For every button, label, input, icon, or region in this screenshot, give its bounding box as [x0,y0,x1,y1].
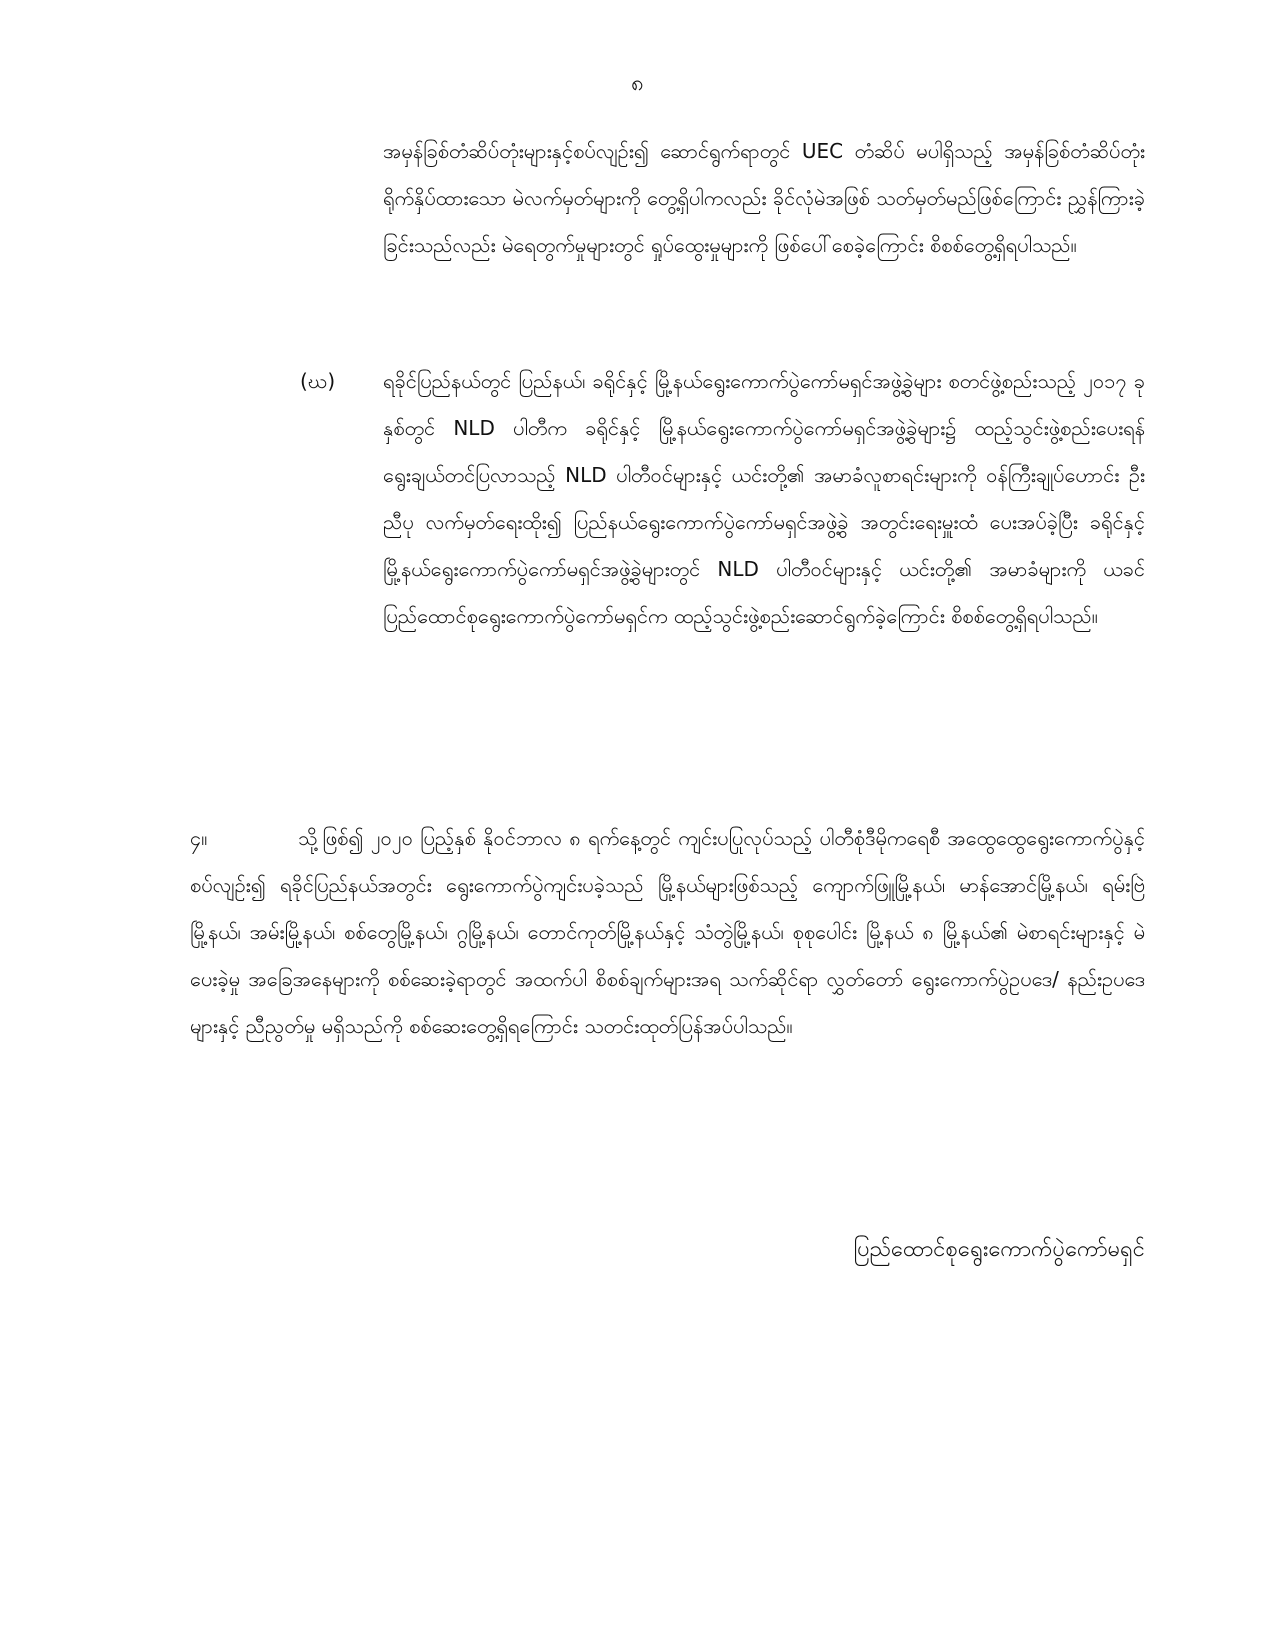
item-gha-text: ရခိုင်ပြည်နယ်တွင် ပြည်နယ်၊ ခရိုင်နှင့် မြို့နယ်ရွေးကောက်ပွဲကော်မရှင်အဖွဲ့ခွဲများ စတင်ဖွဲ့စည်းသည့် ၂၀၁၇ ခုနှစ်တွင် NLD ပါတီက ခရိုင်နှင့် မြို့နယ်ရွေးကောက်ပွဲကော်မရှင်အဖွဲ့ခွဲများ၌ ထည့်သွင်းဖွဲ့စည်းပေးရန် ရွေးချယ်တင်ပြလာသည့် NLD ပါတီဝင်များနှင့် ယင်းတို့၏ အမာခံလူစာရင်းများကို ဝန်ကြီးချုပ်ဟောင်း ဦးညီပု လက်မှတ်ရေးထိုး၍ ပြည်နယ်ရွေးကောက်ပွဲကော်မရှင်အဖွဲ့ခွဲ အတွင်းရေးမှူးထံ ပေးအပ်ခဲ့ပြီး ခရိုင်နှင့် မြို့နယ်ရွေးကောက်ပွဲကော်မရှင်အဖွဲ့ခွဲများတွင် NLD ပါတီဝင်များနှင့် ယင်းတို့၏ အမာခံများကို ယခင် ပြည်ထောင်စုရွေးကောက်ပွဲကော်မရှင်က ထည့်သွင်းဖွဲ့စည်းဆောင်ရွက်ခဲ့ကြောင်း စိစစ်တွေ့ရှိရပါသည်။ [383,369,1145,628]
continuation-paragraph: အမှန်ခြစ်တံဆိပ်တုံးများနှင့်စပ်လျဉ်း၍ ဆောင်ရွက်ရာတွင် UEC တံဆိပ် မပါရှိသည့် အမှန်ခြစ်တံဆိပ်တုံး ရိုက်နှိပ်ထားသော မဲလက်မှတ်များကို တွေ့ရှိပါကလည်း ခိုင်လုံမဲအဖြစ် သတ်မှတ်မည်ဖြစ်ကြောင်း ညွှန်ကြားခဲ့ခြင်းသည်လည်း မဲရေတွက်မှုများတွင် ရှုပ်ထွေးမှုများကို ဖြစ်ပေါ်စေခဲ့ကြောင်း စိစစ်တွေ့ရှိရပါသည်။ [383,139,1145,257]
item-gha-label: (ဃ) [300,369,336,393]
paragraph-4-text: သို့ဖြစ်၍ ၂၀၂၀ ပြည့်နှစ် နိုဝင်ဘာလ ၈ ရက်နေ့တွင် ကျင်းပပြုလုပ်သည့် ပါတီစုံဒီမိုကရေစီ အထွေထွေရွေးကောက်ပွဲနှင့်စပ်လျဉ်း၍ ရခိုင်ပြည်နယ်အတွင်း ရွေးကောက်ပွဲကျင်းပခဲ့သည် မြို့နယ်များဖြစ်သည့် ကျောက်ဖြူမြို့နယ်၊ မာန်အောင်မြို့နယ်၊ ရမ်းဗြဲမြို့နယ်၊ အမ်းမြို့နယ်၊ စစ်တွေမြို့နယ်၊ ဂွမြို့နယ်၊ တောင်ကုတ်မြို့နယ်နှင့် သံတွဲမြို့နယ်၊ စုစုပေါင်း မြို့နယ် ၈ မြို့နယ်၏ မဲစာရင်းများနှင့် မဲပေးခဲ့မှု အခြေအနေများကို စစ်ဆေးခဲ့ရာတွင် အထက်ပါ စိစစ်ချက်များအရ သက်ဆိုင်ရာ လွှတ်တော် ရွေးကောက်ပွဲဥပဒေ/ နည်းဥပဒေများနှင့် ညီညွတ်မှု မရှိသည်ကို စစ်ဆေးတွေ့ရှိရကြောင်း သတင်းထုတ်ပြန်အပ်ပါသည်။ [190,826,1145,1038]
signature: ပြည်ထောင်စုရွေးကောက်ပွဲကော်မရှင် [853,1237,1145,1262]
page-number: ၈ [631,71,644,96]
paragraph-4-label: ၄။ [190,826,208,850]
